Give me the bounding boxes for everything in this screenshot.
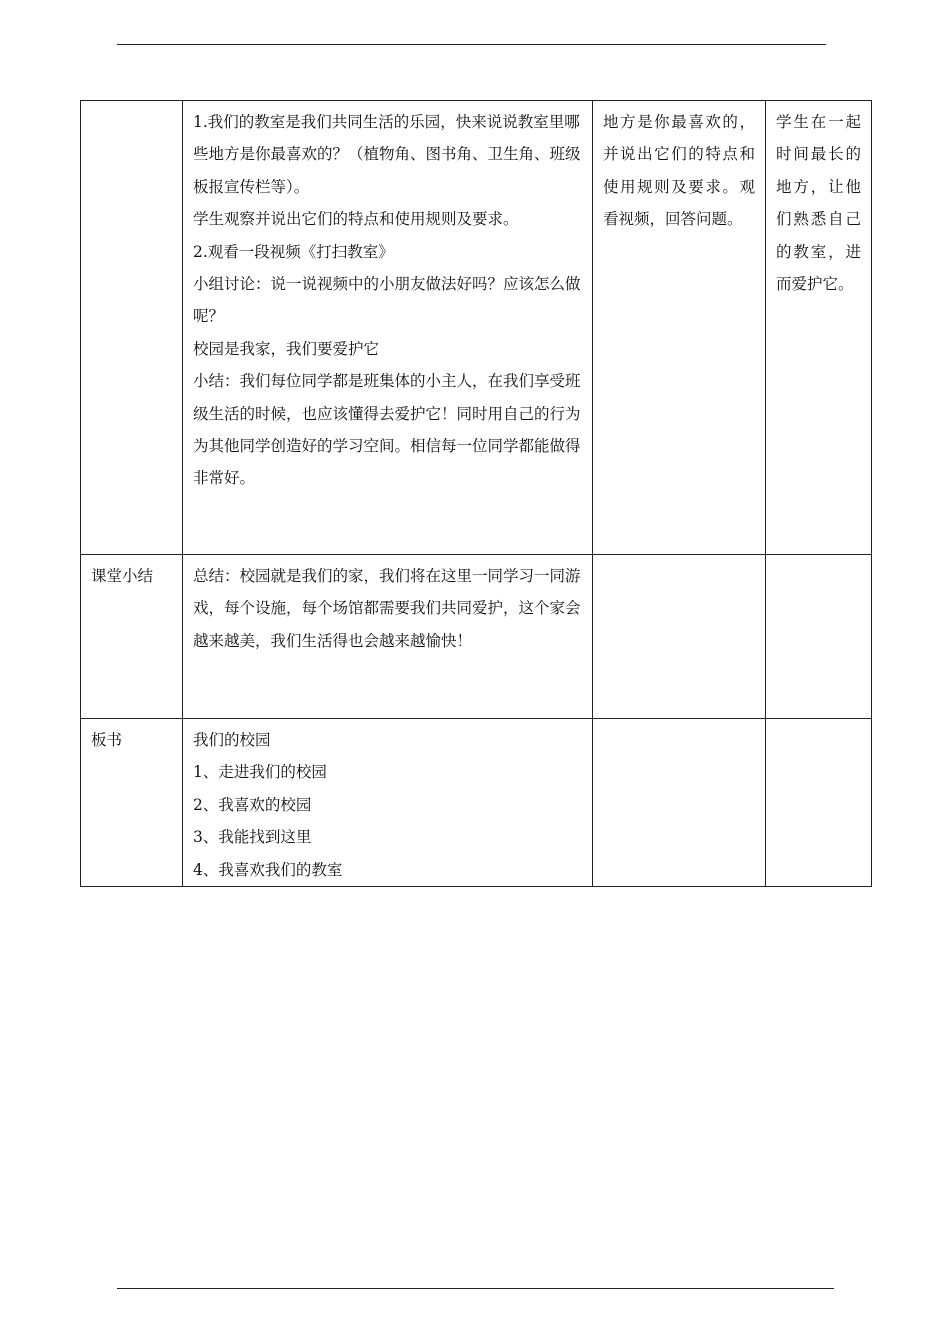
design-intent-cell bbox=[766, 719, 872, 887]
table-row bbox=[81, 719, 872, 887]
board-item: 2、我喜欢的校园 bbox=[193, 795, 312, 814]
design-intent-cell: 学生在一起时间最长的地方，让他们熟悉自己的教室，进而爱护它。 bbox=[766, 101, 872, 555]
teaching-content-cell bbox=[183, 101, 593, 555]
content-paragraph: 小组讨论：说一说视频中的小朋友做法好吗？应该怎么做呢？ bbox=[193, 275, 581, 326]
content-paragraph: 校园是我家，我们要爱护它 bbox=[193, 339, 380, 358]
board-writing-cell bbox=[183, 719, 593, 887]
board-item: 4、我喜欢我们的教室 bbox=[193, 860, 343, 879]
board-title: 我们的校园 bbox=[193, 731, 271, 749]
student-activity-cell: 地方是你最喜欢的，并说出它们的特点和使用规则及要求。观看视频，回答问题。 bbox=[593, 101, 766, 555]
stage-label-cell: 板书 bbox=[81, 719, 183, 887]
footer-rule bbox=[117, 1288, 834, 1289]
student-activity-cell bbox=[593, 555, 766, 719]
stage-label-cell: 课堂小结 bbox=[81, 555, 183, 719]
content-paragraph: 小结：我们每位同学都是班集体的小主人，在我们享受班级生活的时候，也应该懂得去爱护它！同时用自己的行为为其他同学创造好的学习空间。相信每一位同学都能做得非常好。 bbox=[193, 372, 581, 488]
design-intent-cell bbox=[766, 555, 872, 719]
lesson-plan-table bbox=[80, 100, 872, 887]
table-row bbox=[81, 101, 872, 555]
content-paragraph: 1.我们的教室是我们共同生活的乐园，快来说说教室里哪些地方是你最喜欢的？（植物角、图书角、卫生角、班级板报宣传栏等）。 bbox=[193, 113, 581, 196]
content-paragraph: 学生观察并说出它们的特点和使用规则及要求。 bbox=[193, 210, 519, 229]
teaching-content-cell bbox=[183, 555, 593, 719]
header-rule bbox=[117, 44, 826, 45]
content-paragraph: 总结：校园就是我们的家，我们将在这里一同学习一同游戏，每个设施，每个场馆都需要我们共同爱护，这个家会越来越美，我们生活得也会越来越愉快！ bbox=[193, 567, 581, 650]
stage-label-cell bbox=[81, 101, 183, 555]
student-activity-cell bbox=[593, 719, 766, 887]
board-item: 1、走进我们的校园 bbox=[193, 763, 327, 782]
board-item: 3、我能找到这里 bbox=[193, 828, 312, 847]
content-paragraph: 2.观看一段视频《打扫教室》 bbox=[193, 242, 394, 261]
table-row bbox=[81, 555, 872, 719]
